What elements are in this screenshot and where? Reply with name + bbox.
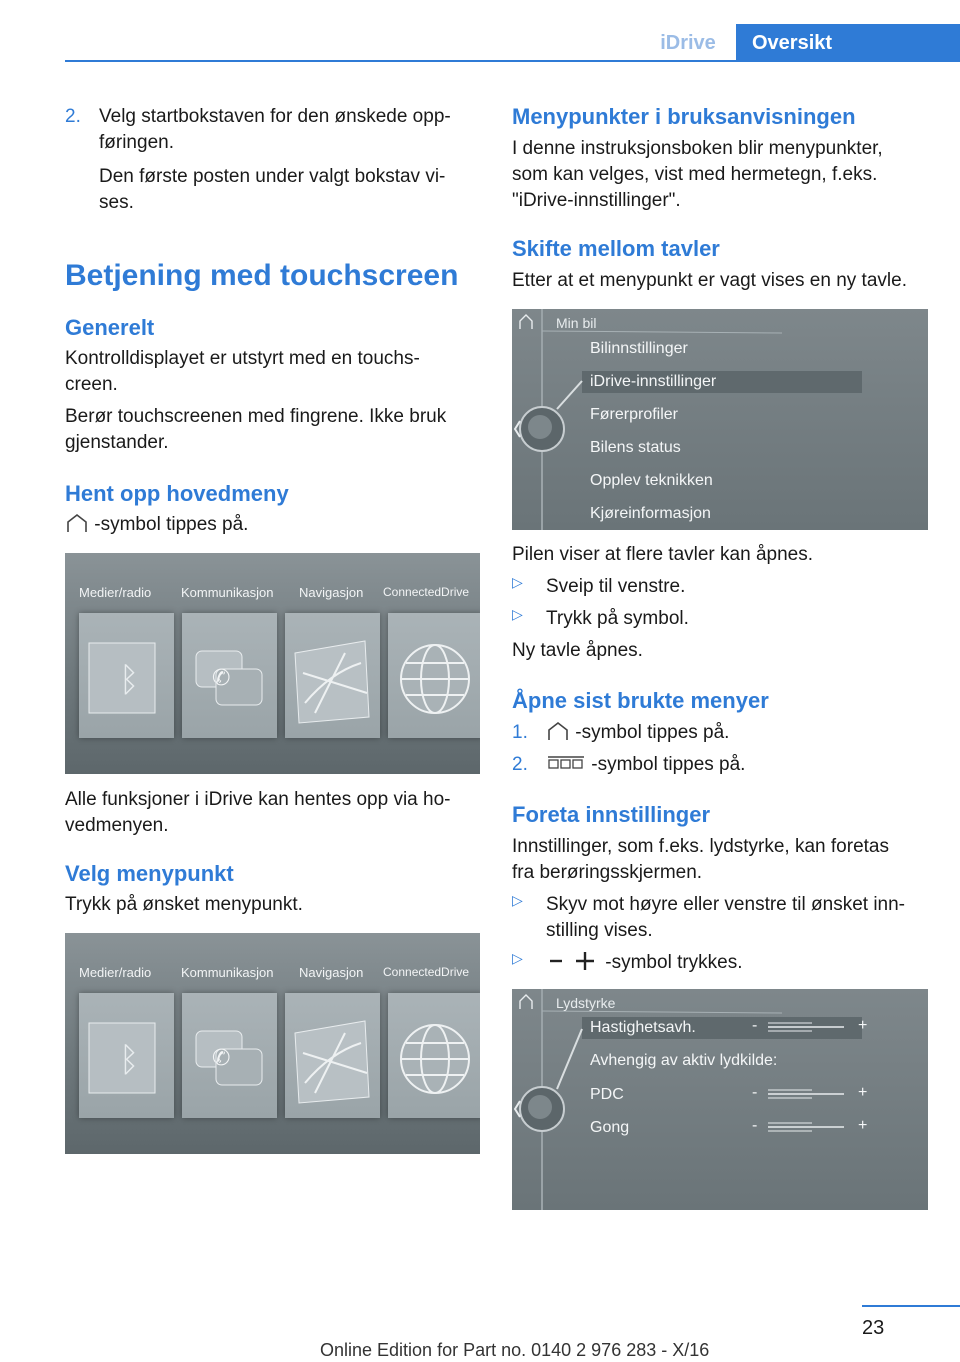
tile-label-media: Medier/radio [79,585,152,600]
tile-label-connecteddrive: ConnectedDrive [383,965,470,979]
menu-item-bilens-status: Bilens status [590,439,681,456]
tile-navigation [285,613,380,738]
svg-text:✆: ✆ [212,666,231,691]
bullet-trykk-text: Trykk på symbol. [546,608,689,629]
tile-label-connecteddrive: ConnectedDrive [383,585,470,599]
recent-menus-icon [546,754,586,777]
apne-step-2-number: 2. [512,754,528,775]
apne-step-1 [512,720,932,746]
heading-apne: Åpne sist brukte menyer [512,688,769,713]
main-menu-screenshot-2 [65,933,480,1154]
heading-touchscreen: Betjening med touchscreen [65,259,459,292]
generelt-text-1: Kontrolldisplayet er utstyrt med en touchs- creen. [65,348,420,395]
tile-communication [182,993,277,1118]
bullet-skyv-text: Skyv mot høyre eller venstre til ønsket inn- stilling vises. [546,894,905,941]
heading-generelt: Generelt [65,315,155,340]
bullet-symbol [512,950,942,976]
heading-hovedmeny: Hent opp hovedmeny [65,481,289,506]
generelt-text-2: Berør touchscreenen med fingrene. Ikke bruk gjenstander. [65,406,447,453]
menu-item-bilinnstillinger: Bilinnstillinger [590,340,688,357]
home-icon [65,512,89,539]
triangle-bullet-icon: ▷ [512,574,523,590]
step-2-subtext: Den første posten under valgt bokstav vi- ses. [99,166,446,213]
menu-item-hastighetsavh: Hastighetsavh. [590,1019,696,1036]
pilen-text: Pilen viser at flere tavler kan åpnes. [512,544,813,565]
menu-item-opplev-teknikken: Opplev teknikken [590,472,713,489]
header-tab: Oversikt [736,24,960,62]
tile-connecteddrive [388,993,480,1118]
heading-skifte: Skifte mellom tavler [512,236,720,261]
bullet-symbol-text: -symbol trykkes. [600,952,743,973]
heading-foreta: Foreta innstillinger [512,802,711,827]
ny-tavle-text: Ny tavle åpnes. [512,640,643,661]
apne-step-2-text: -symbol tippes på. [586,754,746,775]
velg-menypunkt-text: Trykk på ønsket menypunkt. [65,894,303,915]
svg-text:✆: ✆ [212,1046,231,1071]
step-2-number: 2. [65,106,81,127]
menu-item-avhengig: Avhengig av aktiv lydkilde: [590,1052,778,1069]
tile-media [79,613,174,738]
tile-connecteddrive [388,613,480,738]
svg-text:ᛒ: ᛒ [119,1040,140,1080]
menu-title-lydstyrke: Lydstyrke [556,995,616,1011]
heading-menypunkter: Menypunkter i bruksanvisningen [512,104,856,129]
skifte-text: Etter at et menypunkt er vagt vises en ny tavle. [512,270,907,291]
step-2-text: Velg startbokstaven for den ønskede opp- føringen. [99,106,451,153]
minus-pdc: - [752,1084,758,1101]
apne-step-1-number: 1. [512,722,528,743]
menu-item-forerprofiler: Førerprofiler [590,406,679,423]
slider-pdc [768,1090,844,1098]
bullet-sveip [512,574,686,597]
heading-velg-menypunkt: Velg menypunkt [65,861,234,886]
menypunkter-text: I denne instruksjonsboken blir menypunkter, som kan velges, vist med hermetegn, f.eks. "iDrive-innstillinger". [512,138,883,211]
minus-plus-icon [546,951,600,976]
menu-item-pdc: PDC [590,1086,624,1103]
header-section: iDrive [660,32,716,54]
tile-label-navigation: Navigasjon [299,585,364,600]
tile-label-media: Medier/radio [79,965,152,980]
plus-gong: + [858,1117,868,1134]
foreta-text: Innstillinger, som f.eks. lydstyrke, kan foretas fra berøringsskjermen. [512,836,889,883]
minus-gong: - [752,1117,758,1134]
page-number: 23 [862,1317,885,1339]
tile-navigation [285,993,380,1118]
apne-step-1-text: -symbol tippes på. [570,722,730,743]
tile-label-communication: Kommunikasjon [181,585,274,600]
home-icon [546,720,570,747]
plus-hastighet: + [858,1017,868,1034]
edition-footer: Online Edition for Part no. 0140 2 976 283 - X/16 [320,1340,710,1360]
bullet-skyv [512,892,942,941]
hovedmeny-text: -symbol tippes på. [89,514,249,535]
alle-funksjoner-text: Alle funksjoner i iDrive kan hentes opp via ho- vedmenyen. [65,789,451,836]
minus-hastighet: - [752,1017,758,1034]
header-rule [65,60,960,62]
menu-item-idrive-innstillinger: iDrive-innstillinger [590,373,717,390]
menu-item-gong: Gong [590,1119,630,1136]
bullet-trykk [512,606,689,629]
apne-step-2 [512,752,932,778]
triangle-bullet-icon: ▷ [512,950,523,966]
plus-pdc: + [858,1084,868,1101]
tile-communication [182,613,277,738]
footer-rule [862,1305,960,1307]
hovedmeny-line [65,512,248,538]
menu-item-kjoreinformasjon: Kjøreinformasjon [590,505,711,522]
bullet-sveip-text: Sveip til venstre. [546,576,686,597]
min-bil-screenshot [512,309,928,530]
triangle-bullet-icon: ▷ [512,892,523,908]
slider-gong [768,1123,844,1131]
svg-text:ᛒ: ᛒ [119,660,140,700]
tile-label-communication: Kommunikasjon [181,965,274,980]
menu-title-min-bil: Min bil [556,315,597,331]
tile-label-navigation: Navigasjon [299,965,364,980]
main-menu-screenshot-1 [65,553,480,774]
lydstyrke-screenshot [512,989,928,1210]
triangle-bullet-icon: ▷ [512,606,523,622]
tile-media [79,993,174,1118]
